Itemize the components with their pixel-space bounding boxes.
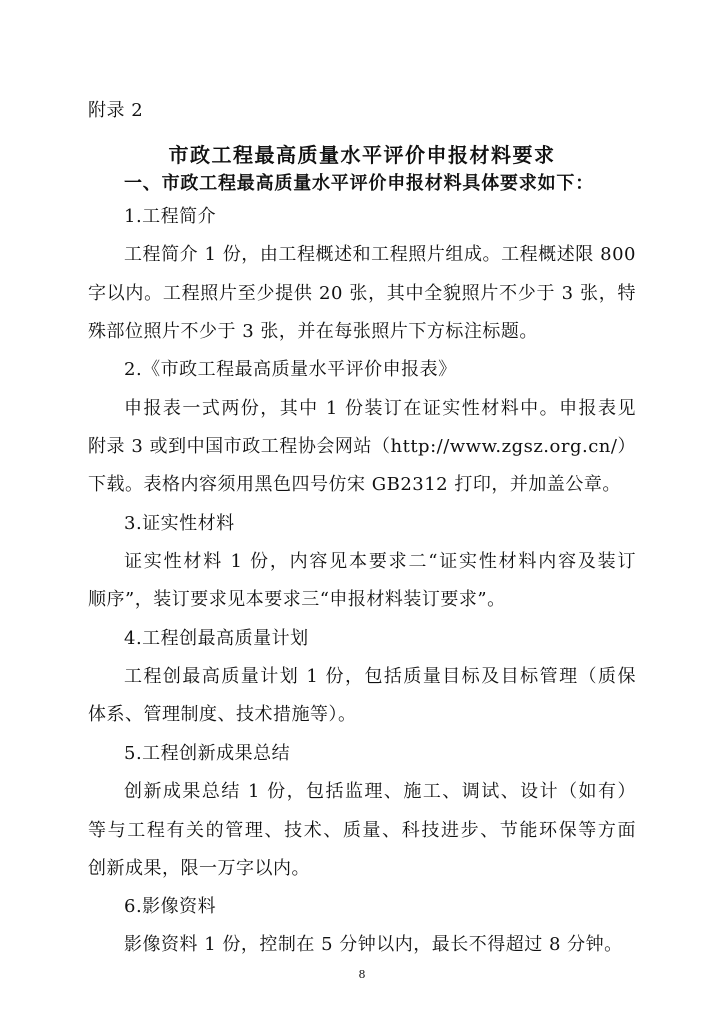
item-4-line-1: 工程创最高质量计划 1 份，包括质量目标及目标管理（质保	[124, 666, 636, 687]
item-5-line-2: 等与工程有关的管理、技术、质量、科技进步、节能环保等方面	[88, 820, 636, 841]
item-heading-4: 4.工程创最高质量计划	[124, 628, 309, 649]
item-3-line-2: 顺序”，装订要求见本要求三“申报材料装订要求”。	[88, 589, 506, 610]
page-number: 8	[358, 968, 366, 981]
item-heading-5: 5.工程创新成果总结	[124, 743, 291, 764]
item-1-line-2: 字以内。工程照片至少提供 20 张，其中全貌照片不少于 3 张，特	[88, 283, 636, 304]
item-heading-6: 6.影像资料	[124, 896, 217, 917]
item-1-line-3: 殊部位照片不少于 3 张，并在每张照片下方标注标题。	[88, 321, 538, 342]
item-3-line-1: 证实性材料 1 份，内容见本要求二“证实性材料内容及装订	[124, 551, 636, 572]
item-4-line-2: 体系、管理制度、技术措施等）。	[88, 704, 357, 725]
item-2-line-3: 下载。表格内容须用黑色四号仿宋 GB2312 打印，并加盖公章。	[88, 474, 621, 495]
item-2-line-1: 申报表一式两份，其中 1 份装订在证实性材料中。申报表见	[124, 398, 636, 419]
item-5-line-1: 创新成果总结 1 份，包括监理、施工、调试、设计（如有）	[124, 781, 636, 802]
item-6-line-1: 影像资料 1 份，控制在 5 分钟以内，最长不得超过 8 分钟。	[124, 934, 623, 955]
item-heading-3: 3.证实性材料	[124, 513, 235, 534]
item-1-line-1: 工程简介 1 份，由工程概述和工程照片组成。工程概述限 800	[124, 244, 636, 265]
item-5-line-3: 创新成果，限一万字以内。	[88, 858, 310, 879]
item-2-line-2: 附录 3 或到中国市政工程协会网站（http://www.zgsz.org.cn/）	[88, 436, 636, 457]
item-heading-1: 1.工程简介	[124, 206, 217, 227]
section-heading: 一、市政工程最高质量水平评价申报材料具体要求如下：	[124, 173, 594, 194]
item-heading-2: 2.《市政工程最高质量水平评价申报表》	[124, 359, 457, 380]
document-title: 市政工程最高质量水平评价申报材料要求	[168, 143, 556, 167]
appendix-label: 附录 2	[88, 100, 144, 121]
